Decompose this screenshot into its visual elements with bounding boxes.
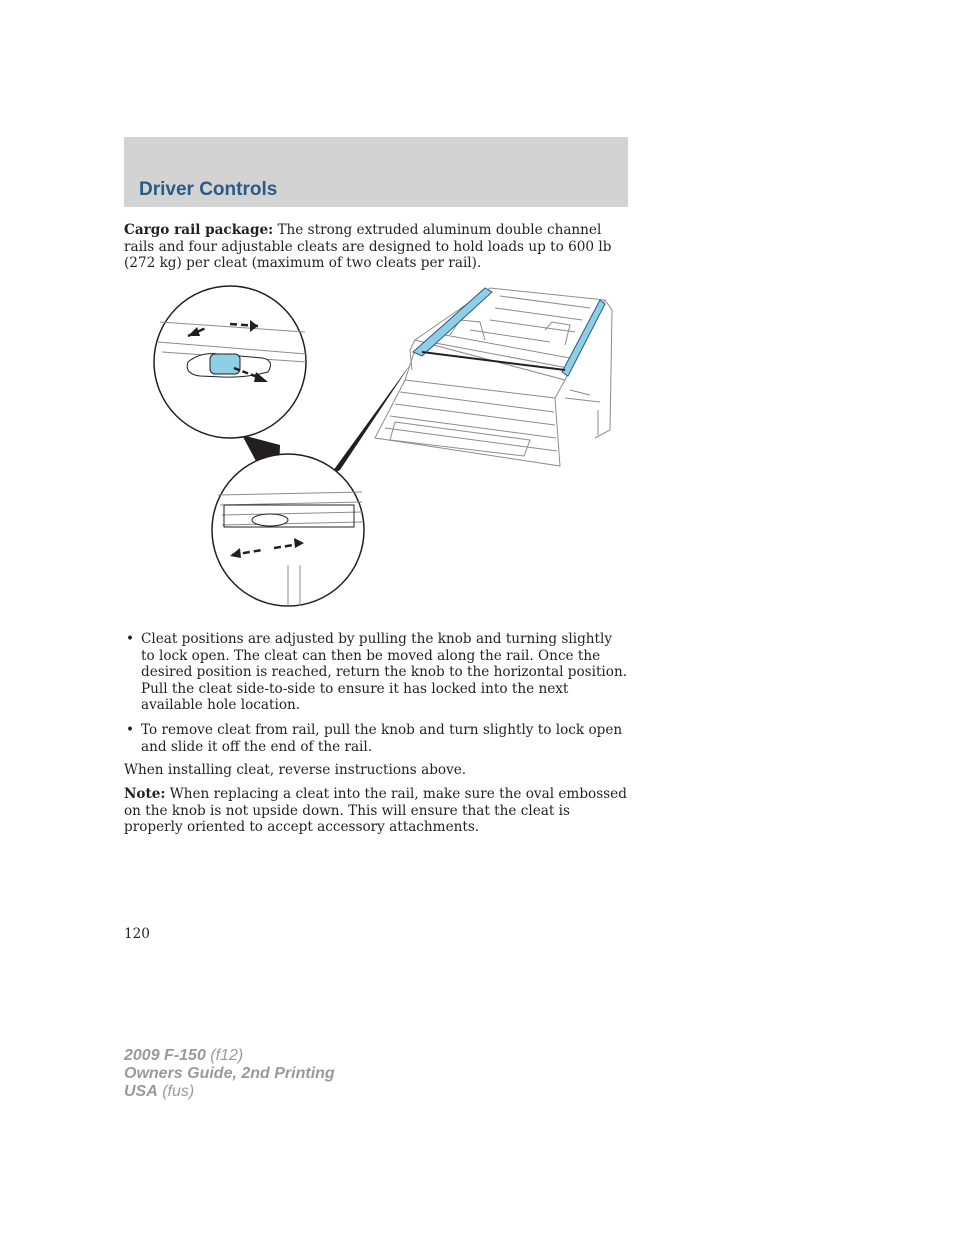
note-text: When replacing a cleat into the rail, make sure the oval embossed on the knob is not upside down. This will ensure that the cleat is properly oriented to accept accessory attachments. (124, 786, 627, 836)
footer-market: USA (124, 1083, 158, 1100)
page-number: 120 (124, 926, 150, 942)
footer-market-code: (fus) (157, 1083, 195, 1100)
list-item-text: To remove cleat from rail, pull the knob and turn slightly to lock open and slide it off the end of the rail. (141, 721, 623, 755)
truck-bed (375, 288, 612, 466)
reverse-instructions-text: When installing cleat, reverse instructions above. (124, 762, 467, 778)
list-item: • Cleat positions are adjusted by pulling the knob and turning slightly to lock open. The cleat can then be moved along the rail. Once the desired position is reached, return the knob to the horizontal position. Pull the cleat side-to-side to ensure it has locked into the next available hole location. (126, 631, 628, 714)
intro-paragraph (124, 222, 628, 272)
section-title: Driver Controls (139, 179, 278, 200)
footer-printing: Owners Guide, 2nd Printing (124, 1065, 335, 1082)
note-paragraph (124, 786, 628, 836)
note-label: Note: (124, 786, 166, 802)
intro-text: The strong extruded aluminum double channel rails and four adjustable cleats are designed to hold loads up to 600 lb (272 kg) per cleat (maximum of two cleats per rail). (124, 222, 612, 272)
list-item: • To remove cleat from rail, pull the knob and turn slightly to lock open and slide it off the end of the rail. (126, 721, 623, 755)
detail-circle-lower (212, 454, 364, 606)
detail-circle-upper (154, 286, 306, 438)
footer-edition-info (124, 1047, 335, 1101)
section-header-band (124, 137, 628, 207)
cleat-instructions-list (124, 631, 628, 763)
intro-label: Cargo rail package: (124, 222, 274, 238)
footer-model: 2009 F-150 (124, 1047, 206, 1064)
cargo-rail-illustration (150, 280, 620, 610)
list-item-text: Cleat positions are adjusted by pulling the knob and turning slightly to lock open. The cleat can then be moved along the rail. Once the desired position is reached, return the knob to the horizontal position. Pull the cleat side-to-side to ensure it has locked into the next available hole location. (141, 631, 628, 714)
cleat-knob (210, 354, 240, 374)
footer-model-code: (f12) (205, 1047, 244, 1064)
